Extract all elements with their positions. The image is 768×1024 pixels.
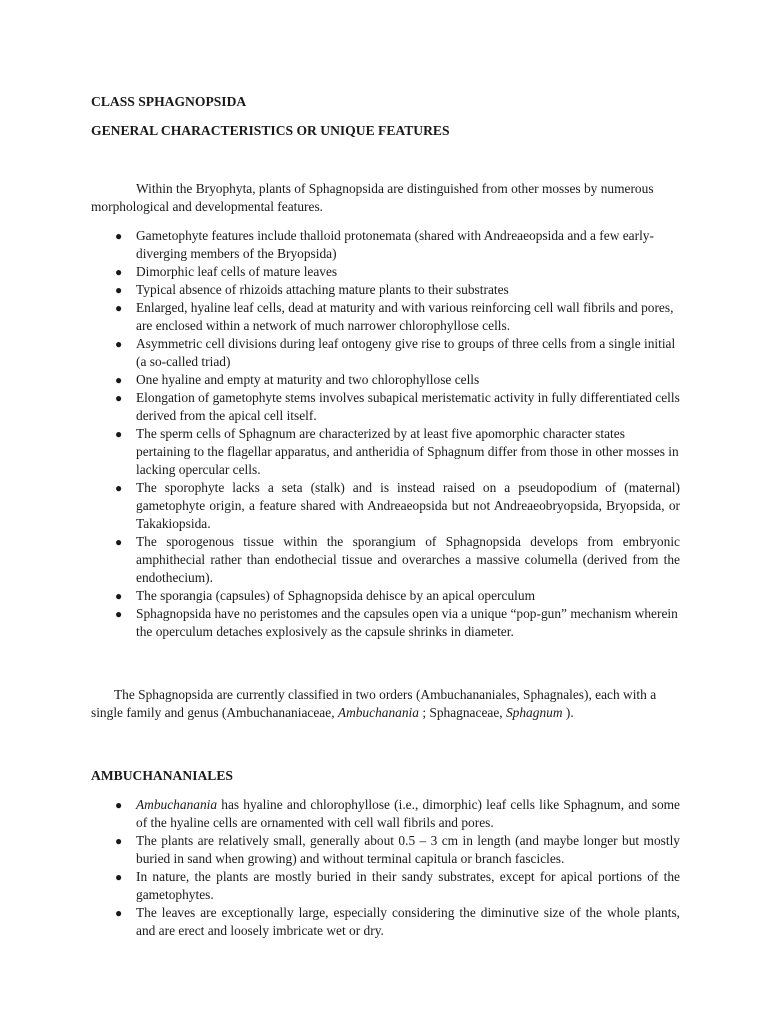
list-item: [91, 904, 680, 940]
genus-name: Ambuchanania: [136, 797, 218, 812]
list-item: [91, 605, 680, 641]
list-item: [91, 425, 680, 479]
classification-text: ; Sphagnaceae,: [418, 705, 506, 720]
list-item-text: One hyaline and empty at maturity and two chlorophyllose cells: [136, 372, 480, 387]
list-item-text: Gametophyte features include thalloid protonemata (shared with Andreaeopsida and a few early-diverging members of the Bryopsida): [136, 228, 654, 261]
bullet-icon: ●: [115, 589, 123, 603]
list-item-text: The sporangia (capsules) of Sphagnopsida dehisce by an apical operculum: [136, 588, 535, 603]
genus-name: Ambuchanania: [337, 705, 419, 720]
bullet-icon: ●: [115, 337, 123, 351]
bullet-icon: ●: [115, 283, 123, 297]
bullet-icon: ●: [115, 427, 123, 441]
bullet-icon: ●: [115, 481, 123, 495]
list-item: [91, 868, 680, 904]
list-item-text: Elongation of gametophyte stems involves subapical meristematic activity in fully differentiated cells derived from the apical cell itself.: [136, 390, 680, 423]
list-item: [91, 533, 680, 587]
list-item: [91, 227, 680, 263]
list-item-text: Dimorphic leaf cells of mature leaves: [136, 264, 338, 279]
bullet-icon: ●: [115, 906, 123, 920]
list-item-text: The sporogenous tissue within the sporangium of Sphagnopsida develops from embryonic amphithecial rather than endothecial tissue and overarches a massive columella (derived from the endothecium).: [136, 534, 680, 585]
bullet-icon: ●: [115, 607, 123, 621]
class-heading: CLASS SPHAGNOPSIDA: [91, 94, 247, 109]
bullet-icon: ●: [115, 301, 123, 315]
bullet-icon: ●: [115, 870, 123, 884]
list-item-text: has hyaline and chlorophyllose (i.e., dimorphic) leaf cells like Sphagnum, and some of the hyaline cells are ornamented with cell wall fibrils and pores.: [136, 797, 680, 830]
list-item: [91, 371, 680, 389]
list-item: [91, 832, 680, 868]
features-list: [91, 227, 680, 641]
classification-text: ).: [562, 705, 574, 720]
list-item-text: In nature, the plants are mostly buried in their sandy substrates, except for apical portions of the gametophytes.: [136, 869, 680, 902]
intro-paragraph: Within the Bryophyta, plants of Sphagnopsida are distinguished from other mosses by numerous morphological and developmental features.: [91, 181, 654, 214]
ambuchananiales-list: [91, 796, 680, 940]
list-item-text: Enlarged, hyaline leaf cells, dead at maturity and with various reinforcing cell wall fibrils and pores, are enclosed within a network of much narrower chlorophyllose cells.: [136, 300, 674, 333]
bullet-icon: ●: [115, 798, 123, 812]
list-item-text: The plants are relatively small, generally about 0.5 – 3 cm in length (and maybe longer but mostly buried in sand when growing) and without terminal capitula or branch fascicles.: [136, 833, 680, 866]
bullet-icon: ●: [115, 535, 123, 549]
bullet-icon: ●: [115, 229, 123, 243]
list-item-text: The sperm cells of Sphagnum are characterized by at least five apomorphic character states pertaining to the flagellar apparatus, and antheridia of Sphagnum differ from those in other mosses in lacking opercular cells.: [136, 426, 679, 477]
classification-text: The Sphagnopsida are currently classified in two orders (Ambuchananiales, Sphagnales), each with a single family and genus (Ambuchananiaceae,: [91, 687, 657, 720]
list-item: [91, 263, 680, 281]
list-item: [91, 389, 680, 425]
bullet-icon: ●: [115, 373, 123, 387]
bullet-icon: ●: [115, 834, 123, 848]
bullet-icon: ●: [115, 391, 123, 405]
list-item-text: Asymmetric cell divisions during leaf ontogeny give rise to groups of three cells from a single initial (a so-called triad): [136, 336, 676, 369]
list-item: [91, 479, 680, 533]
list-item: [91, 281, 680, 299]
general-characteristics-heading: GENERAL CHARACTERISTICS OR UNIQUE FEATURES: [91, 123, 450, 138]
list-item: [91, 796, 680, 832]
list-item-text: Sphagnopsida have no peristomes and the capsules open via a unique “pop-gun” mechanism wherein the operculum detaches explosively as the capsule shrinks in diameter.: [136, 606, 678, 639]
ambuchananiales-heading: AMBUCHANANIALES: [91, 768, 233, 783]
list-item-text: Typical absence of rhizoids attaching mature plants to their substrates: [136, 282, 509, 297]
list-item: [91, 299, 680, 335]
classification-paragraph: [91, 686, 680, 722]
list-item-text: The leaves are exceptionally large, especially considering the diminutive size of the whole plants, and are erect and loosely imbricate wet or dry.: [136, 905, 680, 938]
list-item: [91, 587, 680, 605]
genus-name: Sphagnum: [505, 705, 563, 720]
list-item: [91, 335, 680, 371]
bullet-icon: ●: [115, 265, 123, 279]
list-item-text: The sporophyte lacks a seta (stalk) and is instead raised on a pseudopodium of (maternal) gametophyte origin, a feature shared with Andreaeopsida but not Andreaeobryopsida, Bryopsida, or Takakiopsida.: [136, 480, 680, 531]
